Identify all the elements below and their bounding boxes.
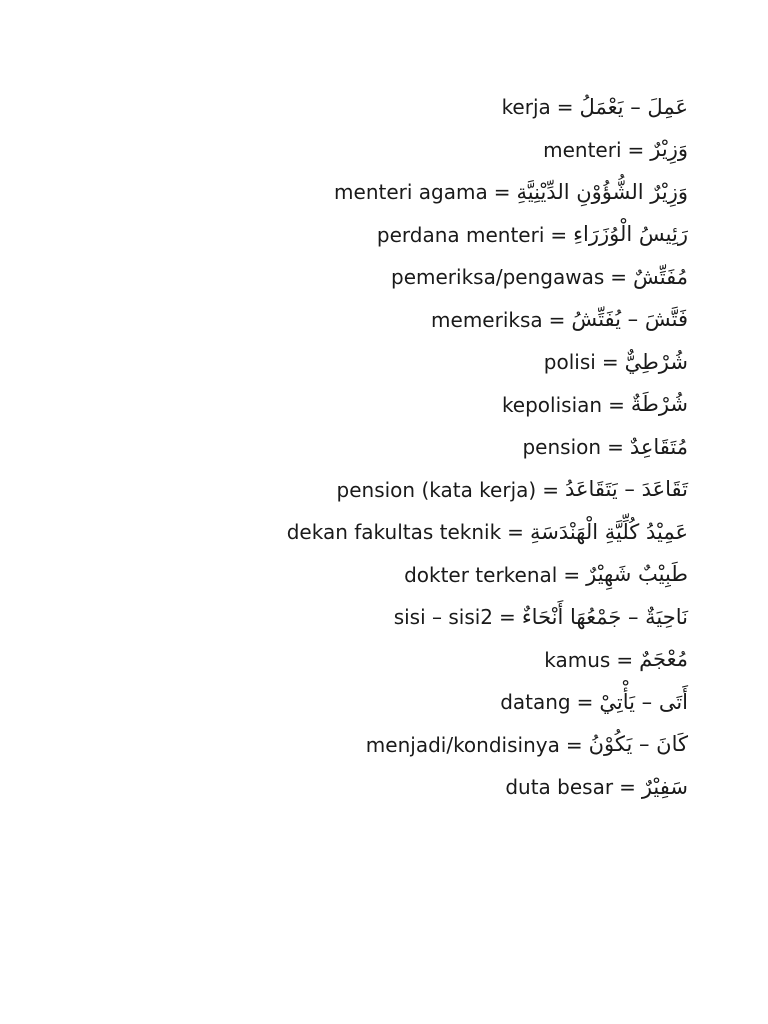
equals-sign: = [542, 477, 559, 502]
indonesian-term: datang [500, 690, 571, 715]
arabic-term: رَئِيسُ الْوُزَرَاءِ [573, 222, 688, 247]
arabic-term: شُرْطَةٌ [630, 392, 688, 417]
equals-sign: = [610, 265, 628, 290]
indonesian-term: polisi [543, 350, 596, 375]
arabic-term: وَزِيْرٌ الشُّؤُوْنِ الدِّيْنِيَّةِ [516, 179, 688, 204]
vocab-entry [88, 639, 688, 682]
arabic-term: مُفَتِّشٌ [633, 264, 688, 289]
indonesian-term: perdana menteri [376, 222, 545, 247]
vocab-entry [88, 681, 688, 724]
indonesian-term: dekan fakultas teknik [286, 520, 502, 545]
vocab-entry [88, 384, 688, 427]
indonesian-term: pension (kata kerja) [336, 477, 537, 502]
indonesian-term: memeriksa [431, 307, 543, 332]
equals-sign: = [627, 137, 645, 162]
arabic-term: فَتَّشَ – يُفَتِّشُ [571, 307, 688, 332]
vocab-entry [88, 171, 688, 214]
equals-sign: = [565, 732, 583, 757]
equals-sign: = [619, 775, 636, 800]
vocab-entry [88, 256, 688, 299]
equals-sign: = [601, 350, 619, 375]
equals-sign: = [493, 180, 511, 205]
arabic-term: تَقَاعَدَ – يَتَقَاعَدُ [564, 477, 688, 502]
equals-sign: = [499, 605, 516, 630]
vocab-entry [88, 766, 688, 809]
vocab-entry [88, 299, 688, 342]
vocab-entry [88, 469, 688, 512]
equals-sign: = [550, 222, 568, 247]
vocab-entry [88, 86, 688, 129]
equals-sign: = [608, 392, 625, 417]
indonesian-term: pension [522, 435, 602, 460]
vocab-entry [88, 511, 688, 554]
arabic-term: سَفِيْرٌ [641, 774, 688, 799]
indonesian-term: pemeriksa/pengawas [391, 265, 605, 290]
arabic-term: شُرْطِيٌّ [624, 349, 688, 374]
indonesian-term: kepolisian [501, 392, 603, 417]
vocabulary-list [88, 86, 688, 809]
vocab-entry [88, 554, 688, 597]
arabic-term: طَبِيْبٌ شَهِيْرٌ [586, 562, 688, 587]
equals-sign: = [548, 307, 566, 332]
vocab-entry [88, 214, 688, 257]
indonesian-term: menjadi/kondisinya [365, 732, 560, 757]
equals-sign: = [607, 435, 624, 460]
indonesian-term: menteri [543, 137, 622, 162]
equals-sign: = [576, 690, 594, 715]
indonesian-term: sisi – sisi2 [393, 605, 494, 630]
vocab-entry [88, 129, 688, 172]
equals-sign: = [556, 95, 574, 120]
indonesian-term: menteri agama [334, 180, 488, 205]
equals-sign: = [563, 562, 581, 587]
vocab-entry [88, 724, 688, 767]
vocab-entry [88, 426, 688, 469]
arabic-term: أَتَى – يَأْتِيْ [599, 689, 688, 714]
vocab-entry [88, 341, 688, 384]
vocab-entry [88, 596, 688, 639]
equals-sign: = [616, 647, 634, 672]
arabic-term: مُتَقَاعِدٌ [629, 434, 688, 459]
indonesian-term: duta besar [505, 775, 614, 800]
indonesian-term: dokter terkenal [404, 562, 558, 587]
arabic-term: مُعْجَمٌ [639, 647, 688, 672]
indonesian-term: kamus [544, 647, 611, 672]
equals-sign: = [507, 520, 524, 545]
arabic-term: وَزِيْرٌ [650, 137, 688, 162]
indonesian-term: kerja [501, 95, 551, 120]
arabic-term: كَانَ – يَكُوْنُ [588, 732, 688, 757]
arabic-term: عَمِلَ – يَعْمَلُ [579, 94, 688, 119]
arabic-term: عَمِيْدُ كُلِّيَّةِ الْهَنْدَسَةِ [529, 519, 688, 544]
arabic-term: نَاحِيَةٌ – جَمْعُهَا أَنْحَاءٌ [521, 604, 688, 629]
